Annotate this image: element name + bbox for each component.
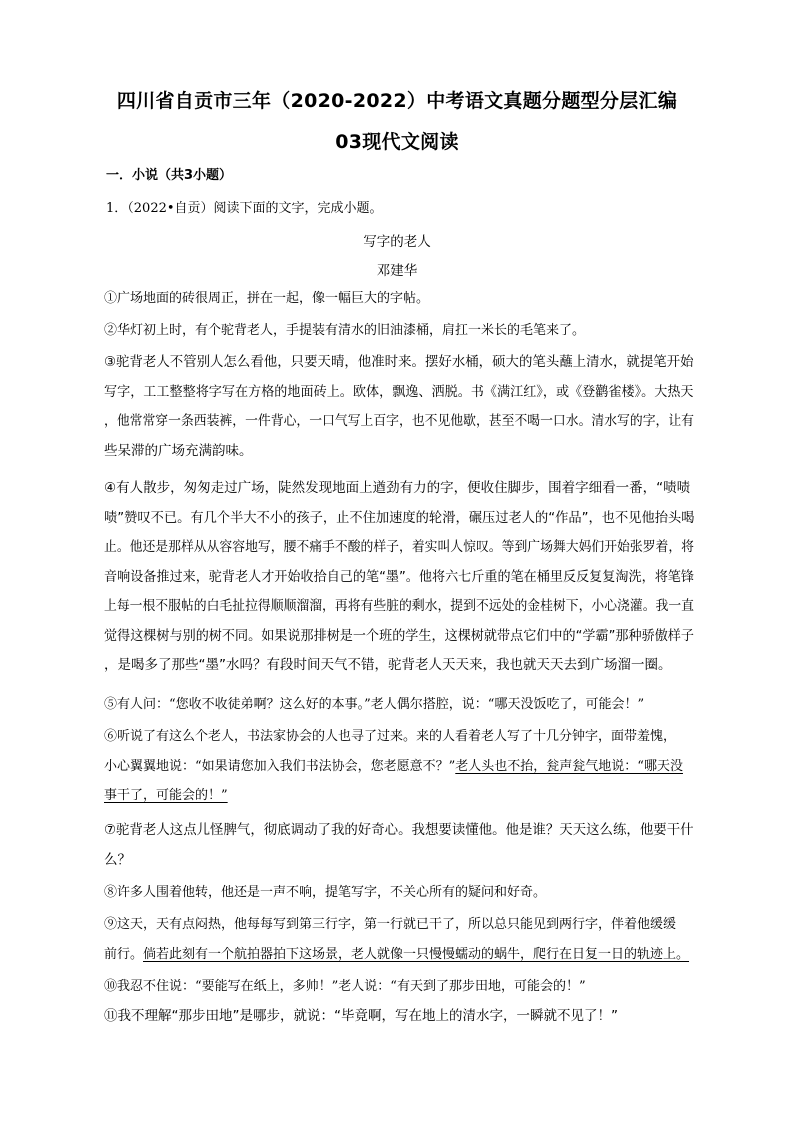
paragraph-line — [104, 781, 694, 811]
paragraph-line: ⑩我忍不住说：“要能写在纸上，多帅！”老人说：“有天到了那步田地，可能会的！” — [104, 979, 586, 994]
underlined-sentence: 老人头也不抬，瓮声瓮气地说：“哪天没 — [455, 758, 683, 774]
story-title: 写字的老人 — [363, 234, 431, 250]
paragraph-line: 止。他还是那样从从容容地写，腰不痛手不酸的样子，着实叫人惊叹。等到广场舞大妈们开始张罗着，将 — [104, 539, 695, 555]
paragraph-line: 么？ — [104, 851, 131, 868]
paragraph-5 — [104, 690, 694, 720]
story-author: 邓建华 — [376, 263, 418, 279]
paragraph-line: ⑥听说了有这么个老人，书法家协会的人也寻了过来。来的人看着老人写了十几分钟字，面带羞愧， — [104, 729, 677, 744]
paragraph-line: ②华灯初上时，有个驼背老人，手提装有清水的旧油漆桶，肩扛一米长的毛笔来了。 — [104, 323, 586, 338]
paragraph-8 — [104, 878, 694, 908]
underlined-sentence: 事干了，可能会的！” — [104, 788, 228, 803]
paragraph-6 — [104, 722, 694, 811]
paragraph-line: 觉得这棵树与别的树不同。如果说那排树是一个班的学生，这棵树就带点它们中的“学霸”那种骄傲样子 — [104, 627, 695, 644]
paragraph-line: ④有人散步，匆匆走过广场，陡然发现地面上遒劲有力的字，便收住脚步，围着字细看一番，“啧啧 — [104, 480, 691, 496]
paragraph-line: 啧”赞叹不已。有几个半大不小的孩子，止不住加速度的轮滑，碾压过老人的“作品”，也不见他抬头喝 — [104, 509, 695, 526]
paragraph-line: 写字，工工整整将字写在方格的地面砖上。欧体，飘逸、洒脱。书《满江红》，或《登鹳雀楼》。大热天 — [104, 383, 694, 400]
paragraph-line: 些呆滞的广场充满韵味。 — [104, 442, 253, 459]
document-title: 四川省自贡市三年（2020-2022）中考语文真题分题型分层汇编 — [116, 90, 678, 112]
paragraph-line: ⑦驼背老人这点儿怪脾气，彻底调动了我的好奇心。我想要读懂他。他是谁？天天这么练，他要干什 — [104, 822, 694, 838]
paragraph-line — [104, 752, 694, 782]
paragraph-3 — [104, 348, 694, 466]
paragraph-10 — [104, 972, 694, 1002]
document-subtitle: 03现代文阅读 — [335, 131, 459, 153]
paragraph-text: 小心翼翼地说：“如果请您加入我们书法协会，您老愿意不？” — [104, 758, 456, 774]
paragraph-line — [104, 940, 694, 970]
paragraph-1 — [104, 284, 694, 314]
paragraph-line: ⑤有人问：“您收不收徒弟啊？这么好的本事。”老人偶尔搭腔，说：“哪天没饭吃了，可能会！” — [104, 697, 645, 712]
question-stem: 1．（2022•自贡）阅读下面的文字，完成小题。 — [106, 201, 383, 216]
paragraph-line: 上每一根不服帖的白毛扯拉得顺顺溜溜，再将有些脏的剩水，提到不远处的金桂树下，小心浇灌。我一直 — [104, 598, 695, 614]
underlined-sentence: 倘若此刻有一个航拍器拍下这场景，老人就像一只慢慢蠕动的蜗牛，爬行在日复一日的轨迹上。 — [143, 946, 690, 962]
paragraph-line: ⑨这天，天有点闷热，他每每写到第三行字，第一行就已干了，所以总只能见到两行字，伴着他缓缓 — [104, 917, 677, 932]
paragraph-line: ，他常常穿一条西装裤，一件背心，一口气写上百字，也不见他歇，甚至不喝一口水。清水写的字，让有 — [104, 413, 695, 429]
paragraph-line: ③驼背老人不管别人怎么看他，只要天晴，他准时来。摆好水桶，硕大的笔头蘸上清水，就提笔开始 — [104, 354, 694, 370]
paragraph-2 — [104, 316, 694, 346]
paragraph-line: ，是喝多了那些“墨”水吗？有段时间天气不错，驼背老人天天来，我也就天天去到广场溜一圈。 — [104, 657, 672, 673]
paragraph-line: 音响设备推过来，驼背老人才开始收拾自己的笔“墨”。他将六七斤重的笔在桶里反反复复淘洗，将笔锋 — [104, 568, 695, 585]
paragraph-line: ⑧许多人围着他转，他还是一声不响，提笔写字，不关心所有的疑问和好奇。 — [104, 885, 547, 900]
paragraph-4 — [104, 474, 694, 681]
paragraph-11 — [104, 1002, 694, 1032]
section-heading: 一．小说（共3小题） — [106, 168, 233, 183]
paragraph-line: ①广场地面的砖很周正，拼在一起，像一幅巨大的字帖。 — [104, 291, 430, 306]
paragraph-line: ⑪我不理解“那步田地”是哪步，就说：“毕竟啊，写在地上的清水字，一瞬就不见了！” — [104, 1008, 618, 1024]
paragraph-7 — [104, 816, 694, 875]
paragraph-9 — [104, 910, 694, 969]
paragraph-text: 前行。 — [104, 946, 144, 962]
